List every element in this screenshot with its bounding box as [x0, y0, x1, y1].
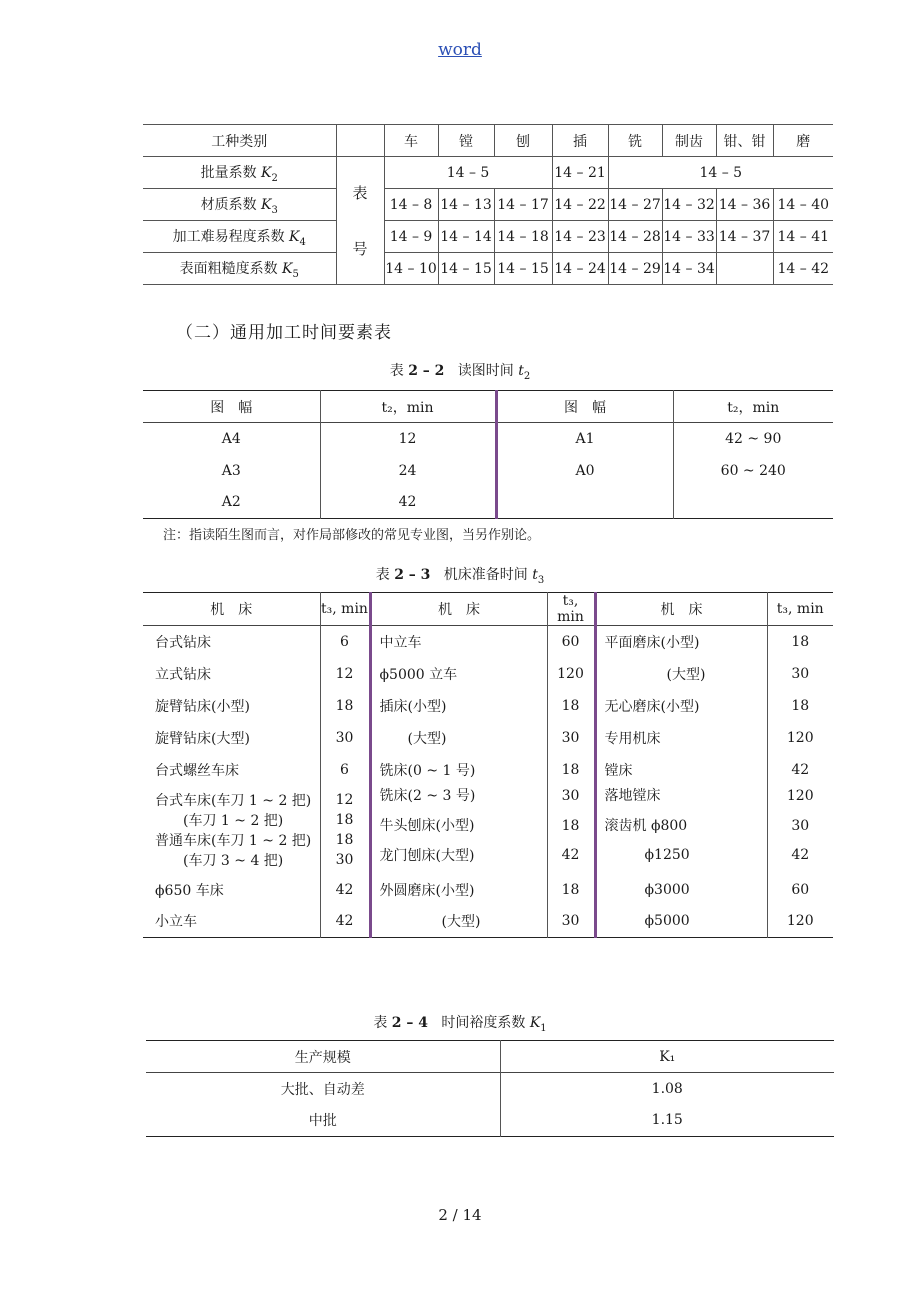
table-cell: 14 – 28: [608, 221, 662, 253]
table-cell: 中批: [308, 1113, 337, 1130]
row-label: 加工难易程度系数 $K_4$: [143, 221, 336, 253]
header-word-link[interactable]: word: [438, 40, 482, 60]
table-cell: 60 ~ 240: [673, 455, 833, 487]
page-number: 2 / 14: [438, 1206, 482, 1224]
header-cell: 图 幅: [496, 391, 673, 423]
table-cell: 专用机床: [595, 722, 767, 754]
table-cell: 14 – 23: [552, 221, 608, 253]
table-cell: 120: [767, 906, 833, 938]
table-cell: 铣床(0 ~ 1 号): [370, 754, 547, 786]
header-cell: 车: [384, 125, 438, 157]
table-row: [143, 487, 833, 519]
table-cell: 14 – 42: [773, 253, 833, 285]
header-cell: t₂，min: [320, 391, 496, 423]
table-cell: 30: [320, 722, 370, 754]
table-row: [143, 626, 833, 658]
table-row: [143, 423, 833, 455]
table-row: [143, 253, 833, 285]
table-cell: 旋臂钻床(大型): [155, 730, 250, 747]
table-cell: 14 – 10: [384, 253, 438, 285]
table-cell: ϕ1250: [595, 836, 767, 874]
table-cell: 120 30: [767, 786, 833, 836]
table-row: [143, 874, 833, 906]
table-cell: ϕ650 车床: [155, 882, 224, 899]
table-cell: 立式钻床: [155, 666, 211, 683]
table-cell: ϕ5000: [595, 906, 767, 938]
table-cell: 大批、自动差: [280, 1081, 365, 1098]
table-cell: (大型): [595, 658, 767, 690]
table-cell: 120: [547, 658, 595, 690]
table-cell: A1: [496, 423, 673, 455]
drawing-read-time-table: [143, 390, 833, 519]
table-cell: (大型): [370, 722, 547, 754]
header-cell: 钳、钳: [716, 125, 773, 157]
table-header-row: [146, 1041, 834, 1073]
table-cell: 18: [547, 874, 595, 906]
table-cell: 插床(小型): [370, 690, 547, 722]
table-header-row: [143, 391, 833, 423]
table-cell: 小立车: [155, 914, 197, 931]
table-row: [143, 221, 833, 253]
table-cell: 14 – 24: [552, 253, 608, 285]
table-cell: 14 – 8: [384, 189, 438, 221]
table-cell: 14 – 17: [494, 189, 552, 221]
header-cell: 制齿: [662, 125, 716, 157]
table-cell: 无心磨床(小型): [595, 690, 767, 722]
table-cell: 60: [767, 874, 833, 906]
table-cell: (大型): [370, 906, 547, 938]
table-cell: 镗床: [595, 754, 767, 786]
table-cell: 落地镗床 滚齿机 ϕ800: [595, 786, 767, 836]
table-2-2-caption: 表 2 – 2 读图时间 $t_2$: [389, 363, 531, 382]
table-cell: 14 – 5: [384, 157, 552, 189]
table-2-3-caption: 表 2 – 3 机床准备时间 $t_3$: [375, 567, 545, 586]
table-cell: [716, 253, 773, 285]
table-row: [143, 658, 833, 690]
table-cell: 12: [320, 423, 496, 455]
table-cell: 18: [320, 690, 370, 722]
table-note: 注：指读陌生图而言，对作局部修改的常见专业图，当另作别论。: [163, 528, 541, 543]
header-cell: 机 床: [595, 593, 767, 626]
header-cell: 插: [552, 125, 608, 157]
section-title: （二）通用加工时间要素表: [176, 323, 392, 343]
table-cell: 台式钻床: [155, 634, 211, 651]
table-cell: 42: [767, 836, 833, 874]
header-cell: 镗: [438, 125, 494, 157]
table-cell: 1.15: [500, 1105, 834, 1137]
table-cell: 14 – 33: [662, 221, 716, 253]
table-row: [143, 189, 833, 221]
table-cell: 14 – 29: [608, 253, 662, 285]
table-cell: 6: [320, 754, 370, 786]
table-cell: 42: [320, 906, 370, 938]
table-cell: 14 – 14: [438, 221, 494, 253]
header-cell: 图 幅: [210, 399, 253, 416]
table-cell: 30 18: [547, 786, 595, 836]
table-cell: 外圆磨床(小型): [370, 874, 547, 906]
header-cell: 铣: [608, 125, 662, 157]
table-2-4-caption: 表 2 – 4 时间裕度系数 $K_1$: [373, 1015, 547, 1034]
table-header-row: [143, 593, 833, 626]
coefficient-table: [143, 124, 833, 285]
table-cell: 14 – 40: [773, 189, 833, 221]
header-cell: 刨: [494, 125, 552, 157]
header-cell: 工种类别: [143, 125, 336, 157]
table-cell: A4: [221, 430, 241, 447]
table-cell: 14 – 22: [552, 189, 608, 221]
table-cell: 18: [547, 690, 595, 722]
header-cell: t₂，min: [673, 391, 833, 423]
table-row: [143, 722, 833, 754]
table-cell: 平面磨床(小型): [595, 626, 767, 658]
table-cell: 14 – 15: [438, 253, 494, 285]
table-cell: 铣床(2 ~ 3 号) 牛头刨床(小型): [370, 786, 547, 836]
table-cell: 旋臂钻床(小型): [155, 698, 250, 715]
row-label: 批量系数 $K_2$: [143, 157, 336, 189]
table-row: [143, 906, 833, 938]
row-label: 材质系数 $K_3$: [143, 189, 336, 221]
table-cell: 12: [320, 658, 370, 690]
table-header-row: [143, 125, 833, 157]
table-cell: ϕ5000 立车: [370, 658, 547, 690]
table-cell: 18: [767, 626, 833, 658]
table-cell: 14 – 36: [716, 189, 773, 221]
table-cell: 42 ~ 90: [673, 423, 833, 455]
row-label: 表面粗糙度系数 $K_5$: [143, 253, 336, 285]
table-cell: 14 – 37: [716, 221, 773, 253]
table-cell: 12 18 18 30: [320, 786, 370, 874]
table-row: [143, 157, 833, 189]
table-cell: A0: [496, 455, 673, 487]
table-cell: ϕ3000: [595, 874, 767, 906]
table-cell: 30: [547, 906, 595, 938]
table-cell: 14 – 32: [662, 189, 716, 221]
table-cell: 6: [320, 626, 370, 658]
table-cell: 14 – 13: [438, 189, 494, 221]
table-cell: [673, 487, 833, 519]
table-cell: 台式车床(车刀 1 ~ 2 把) (车刀 1 ~ 2 把) 普通车床(车刀 1 ~ 2 把) (车刀 3 ~ 4 把): [155, 792, 312, 869]
table-cell: 14 – 21: [552, 157, 608, 189]
table-cell: A3: [221, 462, 241, 479]
table-cell: 18: [767, 690, 833, 722]
header-cell: 机 床: [210, 602, 253, 618]
table-cell: 14 – 9: [384, 221, 438, 253]
table-row: [143, 754, 833, 786]
table-cell: 龙门刨床(大型): [370, 836, 547, 874]
table-cell: 台式螺丝车床: [155, 762, 239, 779]
table-cell: 42: [320, 487, 496, 519]
vertical-label: 表 号: [336, 157, 384, 285]
table-cell: 30: [547, 722, 595, 754]
table-cell: 42: [547, 836, 595, 874]
table-row: [146, 1105, 834, 1137]
header-cell: t₃, min: [547, 593, 595, 626]
table-row: [146, 1073, 834, 1105]
table-cell: 中立车: [370, 626, 547, 658]
table-cell: 60: [547, 626, 595, 658]
table-cell: A2: [221, 494, 241, 511]
table-cell: 14 – 18: [494, 221, 552, 253]
header-cell: 机 床: [370, 593, 547, 626]
table-cell: 14 – 5: [608, 157, 833, 189]
header-cell: t₃, min: [320, 593, 370, 626]
table-cell: 14 – 41: [773, 221, 833, 253]
header-cell: 生产规模: [294, 1049, 351, 1066]
table-cell: 120: [767, 722, 833, 754]
table-cell: 42: [320, 874, 370, 906]
table-cell: 1.08: [500, 1073, 834, 1105]
table-row: [143, 455, 833, 487]
table-cell: 14 – 34: [662, 253, 716, 285]
table-row: [143, 786, 833, 836]
table-cell: 24: [320, 455, 496, 487]
header-cell: K₁: [500, 1041, 834, 1073]
machine-prep-time-table: [143, 592, 833, 938]
table-cell: 14 – 27: [608, 189, 662, 221]
table-cell: 42: [767, 754, 833, 786]
table-cell: 18: [547, 754, 595, 786]
time-margin-table: [146, 1040, 834, 1137]
table-cell: [496, 487, 673, 519]
table-row: [143, 690, 833, 722]
table-cell: 30: [767, 658, 833, 690]
header-cell: 磨: [773, 125, 833, 157]
table-cell: 14 – 15: [494, 253, 552, 285]
header-cell: t₃, min: [767, 593, 833, 626]
